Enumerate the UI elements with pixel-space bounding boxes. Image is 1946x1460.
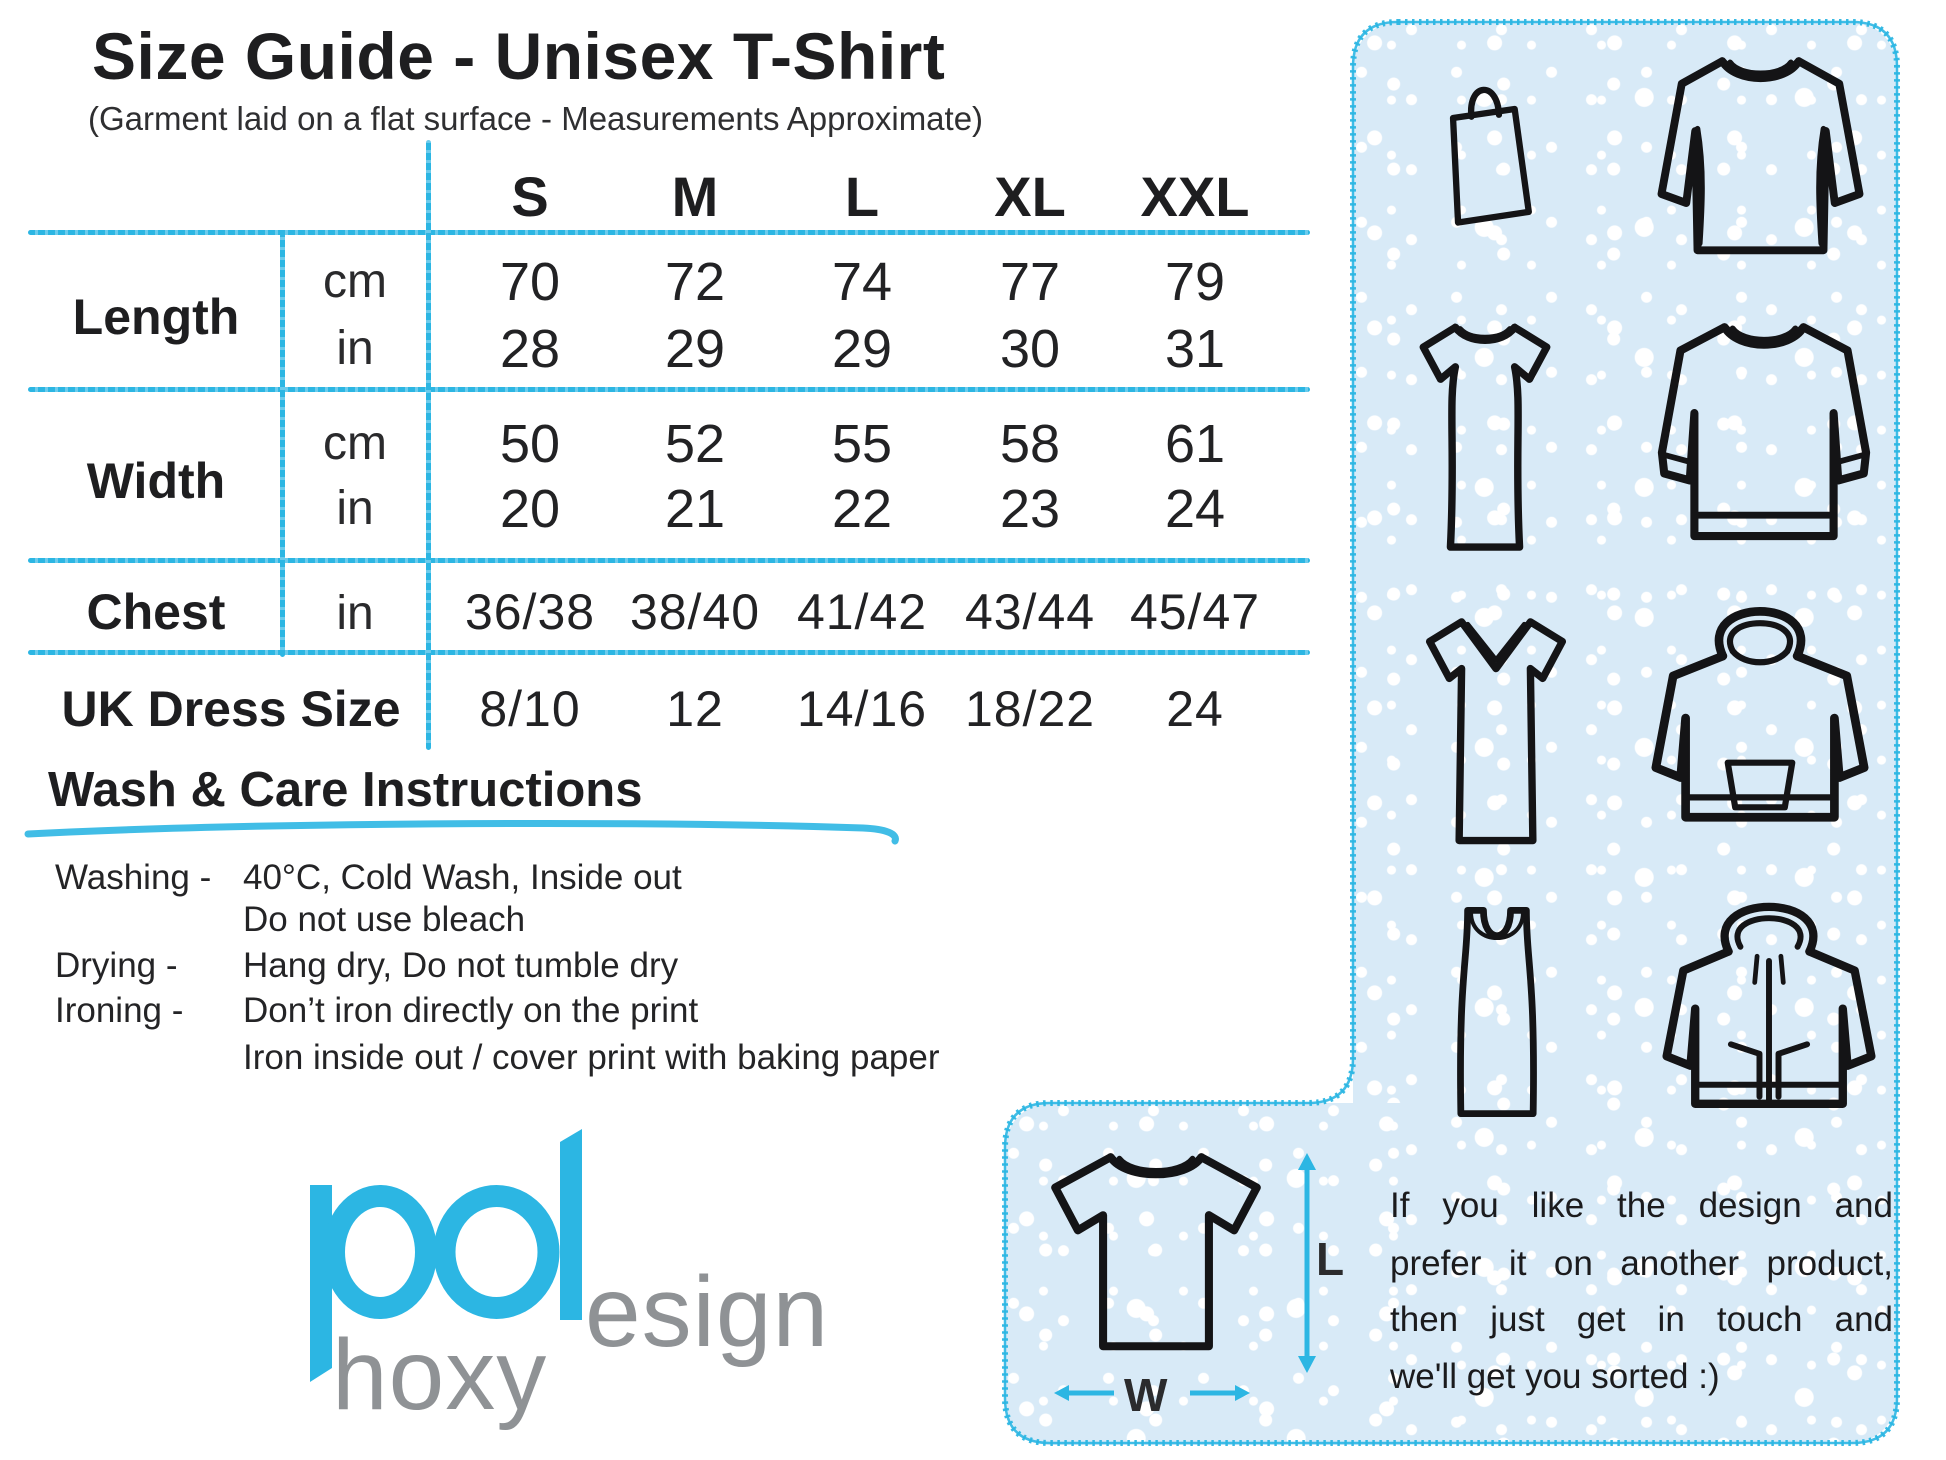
care-text: Iron inside out / cover print with baking paper xyxy=(243,1038,940,1077)
size-cell: 52 xyxy=(664,414,726,474)
care-text: Don’t iron directly on the print xyxy=(243,991,699,1030)
size-header: M xyxy=(671,165,719,228)
size-cell: 31 xyxy=(1164,319,1226,379)
care-underline-swoosh xyxy=(18,818,918,852)
size-cell: 58 xyxy=(999,414,1061,474)
size-cell: 8/10 xyxy=(479,681,581,737)
unit-label: in xyxy=(336,482,374,535)
v-neck-tee-icon xyxy=(1410,605,1582,855)
care-label-washing: Washing - xyxy=(55,858,212,897)
size-cell: 28 xyxy=(499,319,561,379)
size-header: S xyxy=(511,165,549,228)
panel-note-line: then just get in touch and xyxy=(1390,1300,1893,1339)
size-cell: 20 xyxy=(499,479,561,539)
panel-note-line: If you like the design and xyxy=(1390,1186,1893,1225)
row-label-uk-dress-size: UK Dress Size xyxy=(61,681,401,737)
row-label-width: Width xyxy=(86,453,226,509)
size-cell: 21 xyxy=(664,479,726,539)
table-divider xyxy=(28,558,1310,563)
hoodie-icon xyxy=(1636,588,1884,858)
care-text: Hang dry, Do not tumble dry xyxy=(243,946,679,985)
tote-bag-icon xyxy=(1425,66,1551,232)
size-cell: 61 xyxy=(1164,414,1226,474)
size-cell: 29 xyxy=(664,319,726,379)
care-heading: Wash & Care Instructions xyxy=(48,763,643,817)
size-cell: 24 xyxy=(1164,479,1226,539)
care-text: 40°C, Cold Wash, Inside out xyxy=(243,858,682,897)
size-header: L xyxy=(844,165,880,228)
tshirt-measure-icon xyxy=(1030,1142,1282,1359)
size-cell: 22 xyxy=(831,479,893,539)
table-divider xyxy=(28,387,1310,392)
logo-text-design: esign xyxy=(585,1256,830,1368)
size-cell: 30 xyxy=(999,319,1061,379)
table-divider xyxy=(28,650,1310,655)
size-cell: 36/38 xyxy=(464,584,596,640)
size-cell: 55 xyxy=(831,414,893,474)
page-title: Size Guide - Unisex T-Shirt xyxy=(92,19,946,93)
size-cell: 45/47 xyxy=(1129,584,1261,640)
care-label-ironing: Ironing - xyxy=(55,991,184,1030)
size-cell: 23 xyxy=(999,479,1061,539)
table-divider-vertical xyxy=(426,140,431,750)
size-cell: 72 xyxy=(664,252,726,312)
unit-label: in xyxy=(336,587,374,640)
unit-label: cm xyxy=(323,255,387,308)
size-cell: 12 xyxy=(666,681,724,737)
table-divider xyxy=(28,230,1310,235)
panel-note-line: we'll get you sorted :) xyxy=(1390,1357,1720,1396)
row-label-chest: Chest xyxy=(86,584,226,640)
page-subtitle: (Garment laid on a flat surface - Measurements Approximate) xyxy=(88,100,984,137)
unit-label: cm xyxy=(323,417,387,470)
size-cell: 38/40 xyxy=(629,584,761,640)
tank-top-icon xyxy=(1436,898,1558,1126)
size-cell: 14/16 xyxy=(796,681,928,737)
fitted-tee-icon xyxy=(1406,312,1564,560)
size-cell: 50 xyxy=(499,414,561,474)
sweatshirt-icon xyxy=(1648,305,1880,563)
row-label-length: Length xyxy=(72,289,240,345)
size-cell: 74 xyxy=(831,252,893,312)
logo-text-hoxy: hoxy xyxy=(332,1319,548,1431)
unit-label: in xyxy=(336,322,374,375)
length-dimension-label: L xyxy=(1316,1233,1345,1285)
long-sleeve-tee-icon xyxy=(1648,38,1873,278)
size-cell: 77 xyxy=(999,252,1061,312)
size-cell: 18/22 xyxy=(964,681,1096,737)
size-cell: 41/42 xyxy=(796,584,928,640)
zip-hoodie-icon xyxy=(1650,880,1888,1142)
width-dimension-label: W xyxy=(1124,1369,1168,1421)
panel-note-line: prefer it on another product, xyxy=(1390,1244,1893,1283)
size-header: XL xyxy=(994,165,1066,228)
size-cell: 43/44 xyxy=(964,584,1096,640)
size-cell: 70 xyxy=(499,252,561,312)
size-cell: 29 xyxy=(831,319,893,379)
size-header: XXL xyxy=(1140,165,1250,228)
size-cell: 79 xyxy=(1164,252,1226,312)
size-cell: 24 xyxy=(1166,681,1224,737)
care-text: Do not use bleach xyxy=(243,900,526,939)
care-label-drying: Drying - xyxy=(55,946,178,985)
